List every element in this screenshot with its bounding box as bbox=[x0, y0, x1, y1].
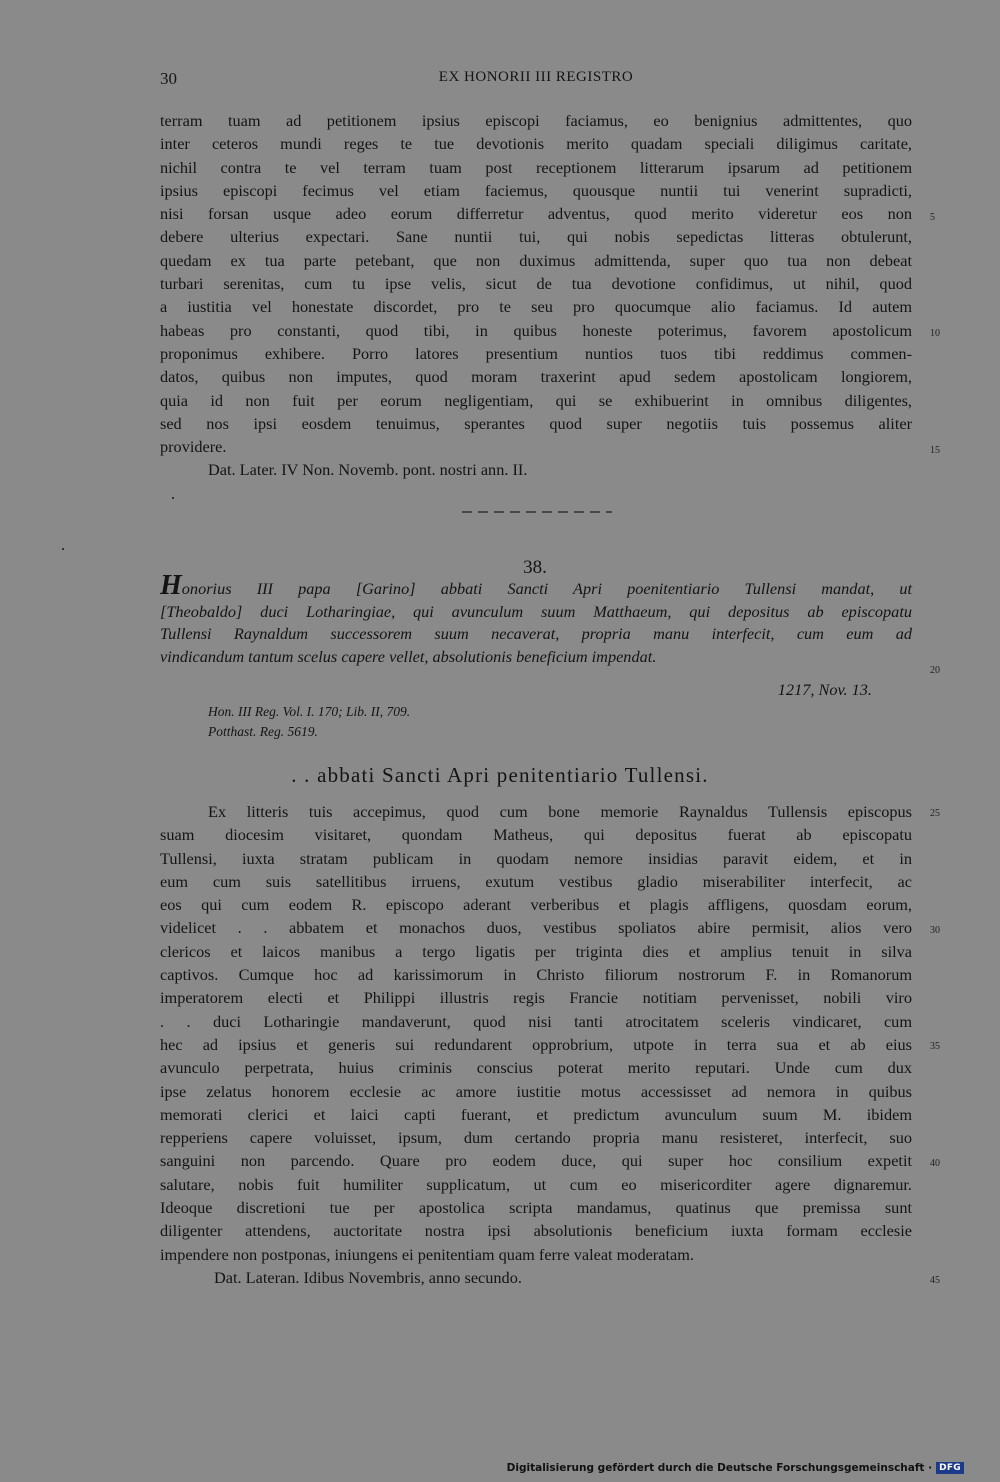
text-line: Tullensi, iuxta stratam publicam in quodam nemore insidias paravit eidem, et in bbox=[160, 848, 912, 868]
text-line: Ideoque discretioni tue per apostolica scripta mandamus, quatinus que premissa sunt bbox=[160, 1198, 912, 1218]
margin-line-number: 25 bbox=[930, 808, 940, 819]
text-line: eos qui cum eodem R. episcopo aderant verberibus et plagis affligens, quosdam eorum, bbox=[160, 895, 912, 915]
regest bbox=[160, 570, 912, 668]
text-line: eum cum suis satellitibus irruens, exutum vestibus gladio miserabiliter interfecit, ac bbox=[160, 871, 912, 891]
scan-speck bbox=[172, 497, 174, 499]
text-line: terram tuam ad petitionem ipsius episcopi faciamus, eo benignius admittentes, quo bbox=[160, 111, 912, 130]
source-references bbox=[208, 702, 410, 742]
text-line: a iustitia vel honestate discordet, pro te seu pro quocumque alio faciamus. Id autem bbox=[160, 297, 912, 317]
letter-37-continuation bbox=[160, 109, 912, 482]
text-line: debere ulterius expectari. Sane nuntii tui, qui nobis sepedictas litteras obtulerunt, bbox=[160, 227, 912, 247]
page-number: 30 bbox=[160, 69, 177, 88]
regest-date: 1217, Nov. 13. bbox=[777, 680, 872, 699]
document-number: 38. bbox=[523, 557, 547, 578]
digitization-credit bbox=[507, 1460, 964, 1476]
text-line: salutare, nobis fuit humiliter supplicatum, ut cum eo misericorditer agere dignaremur. bbox=[160, 1174, 912, 1194]
text-line: quia id non fuit per eorum negligentiam, qui se exhibuerint in omnibus diligentes, bbox=[160, 390, 912, 410]
text-line: repperiens capere voluisset, ipsum, dum certando propria manu resisteret, interfecit, suo bbox=[160, 1128, 912, 1148]
text-line: . . duci Lotharingie mandaverunt, quod nisi tanti atrocitatem sceleris vindicaret, cum bbox=[160, 1011, 912, 1031]
text-line: nichil contra te vel terram tuam post receptionem litterarum ipsarum ad petitionem bbox=[160, 157, 912, 177]
scan-speck bbox=[62, 548, 64, 550]
text-line: quedam ex tua parte petebant, que non duximus admittenda, super quo tua non debeat bbox=[160, 250, 912, 270]
text-line: captivos. Cumque hoc ad karissimorum in Christo filiorum nostrorum F. in Romanorum bbox=[160, 965, 912, 985]
text-line: sanguini non parcendo. Quare pro eodem duce, qui super hoc consilium expetit bbox=[160, 1151, 912, 1171]
text-line: nisi forsan usque adeo eorum differretur adventus, quod merito videretur eos non bbox=[160, 204, 912, 224]
text-line: clericos et laicos manibus a tergo ligatis per triginta dies et amplius tenuit in silva bbox=[160, 941, 912, 961]
section-divider bbox=[462, 511, 612, 513]
text-line: avunculo perpetrata, huius criminis conscius poterat merito reputari. Unde cum dux bbox=[160, 1058, 912, 1078]
text-line: memorati clerici et laici capti fuerant, et predictum avunculum suum M. ibidem bbox=[160, 1104, 912, 1124]
regest-line: onorius III papa [Garino] abbati Sancti Apri poenitentiario Tullensi mandat, ut bbox=[181, 579, 912, 598]
margin-line-number: 15 bbox=[930, 445, 940, 456]
regest-line: [Theobaldo] duci Lotharingiae, qui avunculum suum Matthaeum, qui depositus ab episcopatu bbox=[160, 601, 912, 621]
text-line: habeas pro constanti, quod tibi, in quibus honeste poterimus, favorem apostolicum bbox=[160, 320, 912, 340]
page-header bbox=[160, 69, 912, 93]
drop-initial: H bbox=[160, 570, 182, 601]
text-line: videlicet . . abbatem et monachos duos, vestibus spoliatos abire permisit, alios vero bbox=[160, 918, 912, 938]
margin-line-number: 45 bbox=[930, 1275, 940, 1286]
margin-line-number: 10 bbox=[930, 328, 940, 339]
text-line: ipse zelatus honorem ecclesie ac amore iustitie motus accessisset ad nemora in quibus bbox=[160, 1081, 912, 1101]
margin-line-number: 20 bbox=[930, 665, 940, 676]
letter-38-text bbox=[160, 800, 912, 1289]
credit-text: Digitalisierung gefördert durch die Deutsche Forschungsgemeinschaft · bbox=[506, 1462, 933, 1474]
text-line: impendere non postponas, iniungens ei penitentiam quam ferre valeat moderatam. bbox=[160, 1244, 694, 1264]
text-line: turbari serenitas, cum tu ipse velis, sicut de tua devotione confidimus, ut nihil, quod bbox=[160, 274, 912, 294]
text-line: inter ceteros mundi reges te tue devotionis merito quadam speciali diligimus caritate, bbox=[160, 134, 912, 154]
letter-address: . . abbati Sancti Apri penitentiario Tullensi. bbox=[291, 763, 709, 787]
regest-line: vindicandum tantum scelus capere vellet, absolutionis beneficium impendat. bbox=[160, 646, 657, 666]
dating-clause: Dat. Lateran. Idibus Novembris, anno secundo. bbox=[214, 1267, 522, 1287]
margin-line-number: 35 bbox=[930, 1041, 940, 1052]
text-line: suam diocesim visitaret, quondam Matheus, qui depositus fuerat ab episcopatu bbox=[160, 825, 912, 845]
dating-clause: Dat. Later. IV Non. Novemb. pont. nostri ann. II. bbox=[208, 460, 528, 480]
text-line: proponimus exhibere. Porro latores presentium nuntios tuos tibi reddimus commen- bbox=[160, 343, 912, 363]
text-line: ipsius episcopi fecimus vel etiam faciemus, quousque nuntii tui venerint supradicti, bbox=[160, 180, 912, 200]
text-line: datos, quibus non imputes, quod moram traxerint apud sedem apostolicam longiorem, bbox=[160, 367, 912, 387]
regest-line: Tullensi Raynaldum successorem suum necaverat, propria manu interfecit, cum eum ad bbox=[160, 624, 912, 643]
reference-line: Potthast. Reg. 5619. bbox=[208, 724, 318, 739]
margin-line-number: 5 bbox=[930, 212, 935, 223]
dfg-logo: DFG bbox=[936, 1462, 964, 1474]
text-line: hec ad ipsius et generis sui redundarent opprobrium, utpote in terra sua et ab eius bbox=[160, 1034, 912, 1054]
text-line: sed nos ipsi eosdem tenuimus, sperantes quod super negotiis tuis possemus aliter bbox=[160, 413, 912, 433]
text-line: diligenter attendens, auctoritate nostra ipsi absolutionis beneficium iuxta formam ecclesie bbox=[160, 1221, 912, 1241]
text-line: imperatorem electi et Philippi illustris regis Francie notitiam pervenisset, nobili viro bbox=[160, 988, 912, 1008]
margin-line-number: 40 bbox=[930, 1158, 940, 1169]
text-line: providere. bbox=[160, 437, 227, 457]
reference-line: Hon. III Reg. Vol. I. 170; Lib. II, 709. bbox=[208, 704, 411, 719]
running-head: EX HONORII III REGISTRO bbox=[438, 69, 634, 85]
text-line: Ex litteris tuis accepimus, quod cum bone memorie Raynaldus Tullensis episcopus bbox=[208, 802, 912, 821]
margin-line-number: 30 bbox=[930, 925, 940, 936]
